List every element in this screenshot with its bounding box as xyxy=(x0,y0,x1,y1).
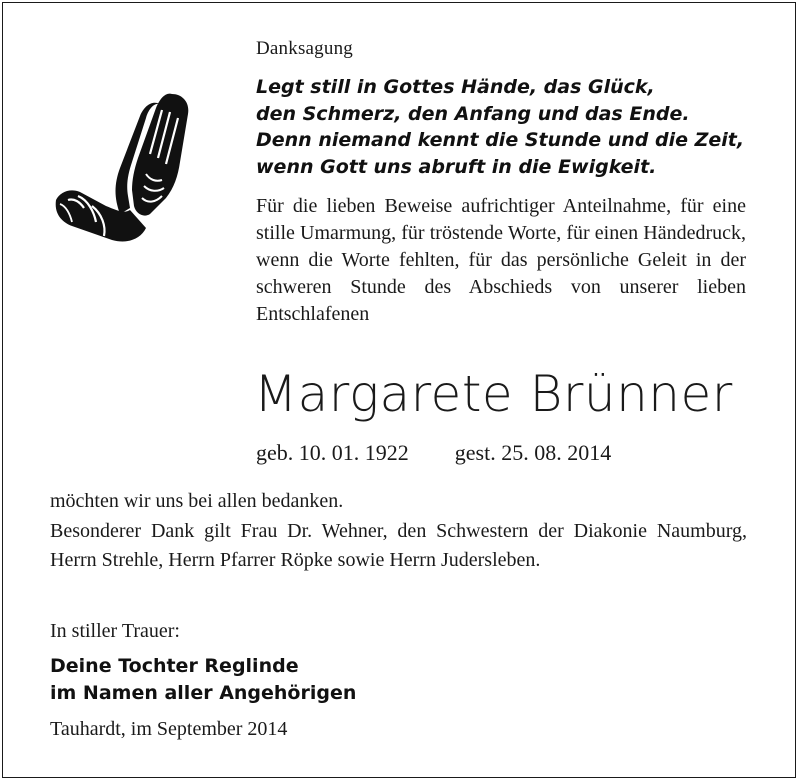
mourning-label: In stiller Trauer: xyxy=(50,620,180,642)
verse-line: Legt still in Gottes Hände, das Glück, xyxy=(256,76,655,98)
place-date: Tauhardt, im September 2014 xyxy=(50,718,288,740)
signer-line: Deine Tochter Reglinde xyxy=(50,655,299,677)
life-dates xyxy=(256,440,611,466)
signers xyxy=(50,653,356,707)
special-thanks: Besonderer Dank gilt Frau Dr. Wehner, den Schwestern der Diakonie Naumburg, Herrn Strehle, Herrn Pfarrer Röpke sowie Herrn Judersleben. xyxy=(50,520,747,571)
signer-line: im Namen aller Angehörigen xyxy=(50,682,357,704)
verse xyxy=(256,74,776,180)
thanks-text: Für die lieben Beweise aufrichtiger Anteilnahme, für eine stille Umarmung, für tröstende Worte, für einen Händedruck, wenn die Worte fehlten, für das persönliche Geleit in der schweren Stunde des Abschieds von unserer lieben Entschlafenen xyxy=(256,195,746,325)
death-date: gest. 25. 08. 2014 xyxy=(454,440,612,465)
closing-thanks: möchten wir uns bei allen bedanken. xyxy=(50,490,344,512)
deceased-name: Margarete Brünner xyxy=(254,365,733,423)
verse-line: wenn Gott uns abruft in die Ewigkeit. xyxy=(256,155,657,178)
birth-date: geb. 10. 01. 1922 xyxy=(256,440,409,465)
verse-line: den Schmerz, den Anfang und das Ende. xyxy=(256,102,690,125)
praying-hands-icon xyxy=(50,88,210,248)
notice-heading: Danksagung xyxy=(256,38,353,59)
verse-line: Denn niemand kennt die Stunde und die Zeit, xyxy=(256,129,745,151)
